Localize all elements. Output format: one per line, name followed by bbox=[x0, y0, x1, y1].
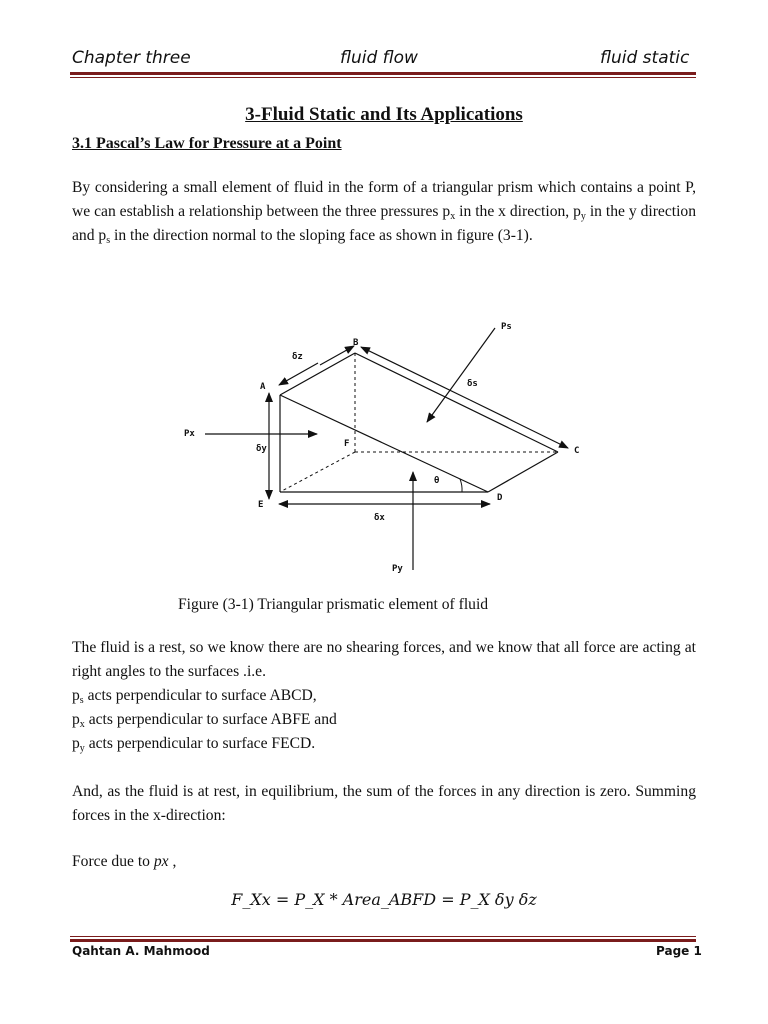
px-statement: $p_x$ acts perpendicular to surface ABFE and bbox=[72, 711, 337, 730]
dz-arrow-b bbox=[320, 346, 354, 365]
header-section: fluid static bbox=[600, 48, 690, 68]
label-E: E bbox=[258, 500, 264, 510]
label-ps: Ps bbox=[501, 322, 512, 332]
ds-arrow-b bbox=[470, 400, 568, 448]
label-B: B bbox=[353, 338, 359, 348]
theta-arc bbox=[460, 479, 462, 492]
section-heading: 3.1 Pascal’s Law for Pressure at a Point bbox=[72, 135, 342, 152]
label-px: Px bbox=[184, 429, 195, 439]
label-D: D bbox=[497, 493, 503, 503]
footer-rule-thin bbox=[70, 936, 696, 937]
ps-statement: $p_s$ acts perpendicular to surface ABCD, bbox=[72, 687, 317, 706]
intro-paragraph: By considering a small element of fluid in the form of a triangular prism which contains a point P, we can establish a relationship between the three pressures $p_x$ in the x direction, $p_y$ in the y direction and $p_s$ in the direction normal to the sloping face as shown in figure (3-1). bbox=[72, 179, 697, 246]
ds-arrow bbox=[361, 347, 470, 400]
header-rule-thin bbox=[70, 77, 696, 78]
figure-caption: Figure (3-1) Triangular prismatic element of fluid bbox=[178, 596, 489, 613]
label-C: C bbox=[574, 446, 580, 456]
equation: F_Xx = P_X * Area_ABFD = P_X δy δz bbox=[231, 890, 537, 909]
label-py: Py bbox=[392, 564, 403, 574]
label-theta: θ bbox=[434, 476, 440, 486]
label-dz: δz bbox=[292, 352, 303, 362]
header-chapter: Chapter three bbox=[72, 48, 191, 68]
page-title: 3-Fluid Static and Its Applications bbox=[245, 104, 523, 125]
force-label: Force due to px , bbox=[72, 853, 177, 870]
header-topic: fluid flow bbox=[340, 48, 418, 68]
header-rule-thick bbox=[70, 72, 696, 75]
prism-diagram bbox=[170, 315, 600, 585]
body-paragraph-1: The fluid is a rest, so we know there are no shearing forces, and we know that all force are acting at right angles to the surfaces .i.e. bbox=[72, 639, 696, 680]
py-statement: $p_y$ acts perpendicular to surface FECD. bbox=[72, 735, 316, 754]
page-number: Page 1 bbox=[656, 944, 702, 958]
label-dy: δy bbox=[256, 444, 267, 454]
label-dx: δx bbox=[374, 513, 385, 523]
dz-arrow bbox=[279, 363, 318, 385]
footer-author: Qahtan A. Mahmood bbox=[72, 944, 210, 958]
label-A: A bbox=[260, 382, 266, 392]
label-ds: δs bbox=[467, 379, 478, 389]
footer-rule-thick bbox=[70, 939, 696, 942]
label-F: F bbox=[344, 439, 350, 449]
body-paragraph-2: And, as the fluid is at rest, in equilibrium, the sum of the forces in any direction is zero. Summing forces in the x-direction: bbox=[72, 783, 696, 824]
